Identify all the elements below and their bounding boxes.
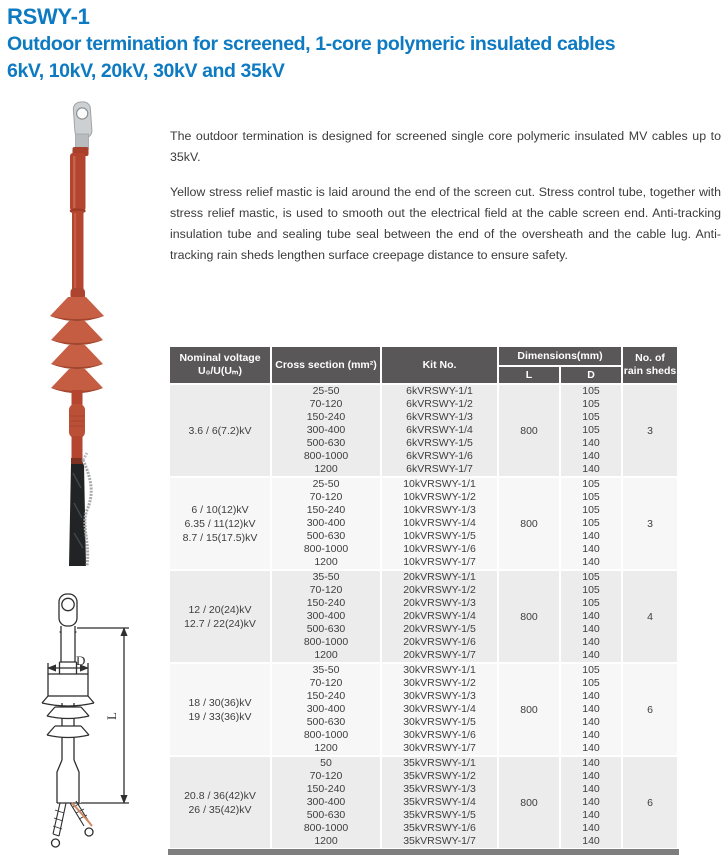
product-photo [28, 98, 148, 568]
cell-line: 300-400 [306, 703, 346, 715]
cell-line: 35kVRSWY-1/5 [403, 809, 476, 821]
cell-line: 105 [582, 584, 600, 596]
cross-section-cell [272, 571, 380, 662]
cross-section-cell [272, 664, 380, 755]
rain-sheds-cell: 3 [623, 478, 677, 569]
cell-line: 800-1000 [303, 729, 349, 741]
cell-line: 70-120 [309, 677, 343, 689]
rain-sheds-cell: 4 [623, 571, 677, 662]
cell-line: 19 / 33(36)kV [188, 710, 252, 723]
cell-line: 18 / 30(36)kV [188, 696, 252, 709]
nominal-voltage-cell [170, 385, 270, 476]
cell-line: 26 / 35(42)kV [188, 803, 252, 816]
cell-line: 105 [582, 424, 600, 436]
cell-line: 105 [582, 478, 600, 490]
cell-line: 140 [582, 729, 600, 741]
cell-line: 6kVRSWY-1/7 [406, 463, 473, 475]
cell-line: 70-120 [309, 491, 343, 503]
nominal-voltage-cell [170, 571, 270, 662]
col-header-nominal-voltage [170, 347, 270, 383]
dimension-d-cell [561, 757, 621, 848]
cell-line: 20kVRSWY-1/1 [403, 571, 476, 583]
cell-line: 500-630 [306, 809, 346, 821]
cell-line: 105 [582, 491, 600, 503]
cell-line: 105 [582, 571, 600, 583]
cell-line: 105 [582, 411, 600, 423]
cell-line: 105 [582, 597, 600, 609]
cell-line: 800-1000 [303, 636, 349, 648]
cell-line: 10kVRSWY-1/7 [403, 556, 476, 568]
cell-line: 70-120 [309, 584, 343, 596]
dimension-l-cell: 800 [499, 757, 559, 848]
nominal-voltage-symbol: U₀/U(Uₘ) [198, 365, 242, 377]
cell-line: 10kVRSWY-1/6 [403, 543, 476, 555]
dimension-l-cell: 800 [499, 478, 559, 569]
product-model: RSWY-1 [7, 4, 90, 29]
cell-line: 8.7 / 15(17.5)kV [182, 531, 258, 544]
cell-line: 140 [582, 556, 600, 568]
cell-line: 1200 [314, 463, 338, 475]
spec-table-wrap [168, 345, 679, 850]
cell-line: 10kVRSWY-1/3 [403, 504, 476, 516]
col-header-dim-d: D [561, 367, 621, 383]
spec-table [168, 345, 679, 850]
cell-line: 6kVRSWY-1/2 [406, 398, 473, 410]
cell-line: 20kVRSWY-1/2 [403, 584, 476, 596]
cell-line: 1200 [314, 556, 338, 568]
cell-line: 140 [582, 610, 600, 622]
dimension-d-cell [561, 478, 621, 569]
cell-line: 30kVRSWY-1/1 [403, 664, 476, 676]
kit-no-cell [382, 757, 497, 848]
cell-line: 140 [582, 703, 600, 715]
cell-line: 6kVRSWY-1/6 [406, 450, 473, 462]
col-header-dimensions: Dimensions(mm) [499, 347, 621, 365]
cell-line: 140 [582, 543, 600, 555]
dimension-d-cell [561, 664, 621, 755]
cross-section-cell [272, 385, 380, 476]
voltage-group-row [170, 757, 677, 848]
diagram-label-d: D [76, 653, 86, 668]
cell-line: 140 [582, 770, 600, 782]
cell-line: 140 [582, 783, 600, 795]
cell-line: 50 [320, 757, 332, 769]
col-header-kit-no: Kit No. [382, 347, 497, 383]
cell-line: 140 [582, 716, 600, 728]
cross-section-cell [272, 478, 380, 569]
cell-line: 35kVRSWY-1/2 [403, 770, 476, 782]
kit-no-cell [382, 385, 497, 476]
cell-line: 6kVRSWY-1/1 [406, 385, 473, 397]
cell-line: 10kVRSWY-1/5 [403, 530, 476, 542]
dimension-d-cell [561, 571, 621, 662]
dimension-l-cell: 800 [499, 385, 559, 476]
cell-line: 140 [582, 530, 600, 542]
nominal-voltage-cell [170, 664, 270, 755]
cell-line: 20kVRSWY-1/4 [403, 610, 476, 622]
cell-line: 6 / 10(12)kV [191, 503, 249, 516]
cell-line: 6kVRSWY-1/3 [406, 411, 473, 423]
cell-line: 150-240 [306, 411, 346, 423]
page-title-line1: Outdoor termination for screened, 1-core polymeric insulated cables [7, 33, 616, 55]
kit-no-cell [382, 478, 497, 569]
dimension-l-cell: 800 [499, 664, 559, 755]
cell-line: 20kVRSWY-1/7 [403, 649, 476, 661]
cross-section-cell [272, 757, 380, 848]
rain-sheds-label-line2: rain sheds [623, 365, 677, 377]
cell-line: 30kVRSWY-1/4 [403, 703, 476, 715]
cell-line: 140 [582, 796, 600, 808]
rain-sheds-cell: 6 [623, 757, 677, 848]
col-header-dim-l: L [499, 367, 559, 383]
cable-lug [73, 101, 92, 138]
rain-sheds-label-line1: No. of [635, 352, 665, 364]
intro-paragraph-2: Yellow stress relief mastic is laid around the end of the screen cut. Stress control tube, together with stress relief mastic, is used to smooth out the electrical field at the cable screen end. Anti-tracking insulation tube and sealing tube seal between the end of the oversheath and the cable lug. Anti-tracking rain sheds lengthen surface creepage distance to ensure safety. [170, 185, 721, 262]
cell-line: 150-240 [306, 690, 346, 702]
cell-line: 105 [582, 504, 600, 516]
cell-line: 105 [582, 517, 600, 529]
cell-line: 150-240 [306, 504, 346, 516]
cell-line: 105 [582, 677, 600, 689]
cell-line: 35kVRSWY-1/7 [403, 835, 476, 847]
cell-line: 300-400 [306, 796, 346, 808]
cell-line: 35-50 [312, 664, 340, 676]
cell-line: 140 [582, 649, 600, 661]
col-header-cross-section: Cross section (mm²) [272, 347, 380, 383]
cell-line: 12 / 20(24)kV [188, 603, 252, 616]
cell-line: 500-630 [306, 437, 346, 449]
dimension-l-cell: 800 [499, 571, 559, 662]
rain-sheds-cell: 6 [623, 664, 677, 755]
voltage-group-row [170, 664, 677, 755]
dimension-diagram [26, 588, 158, 860]
cell-line: 140 [582, 822, 600, 834]
cell-line: 30kVRSWY-1/3 [403, 690, 476, 702]
intro-paragraph-1: The outdoor termination is designed for screened single core polymeric insulated MV cables up to 35kV. [170, 129, 721, 164]
cell-line: 35kVRSWY-1/4 [403, 796, 476, 808]
cell-line: 150-240 [306, 783, 346, 795]
cell-line: 105 [582, 664, 600, 676]
cell-line: 30kVRSWY-1/7 [403, 742, 476, 754]
nominal-voltage-cell [170, 757, 270, 848]
rain-sheds-cell: 3 [623, 385, 677, 476]
nominal-voltage-label: Nominal voltage [179, 352, 261, 364]
voltage-group-row [170, 478, 677, 569]
cell-line: 35kVRSWY-1/1 [403, 757, 476, 769]
cell-line: 800-1000 [303, 822, 349, 834]
cell-line: 12.7 / 22(24)kV [184, 617, 256, 630]
cell-line: 800-1000 [303, 543, 349, 555]
cell-line: 35kVRSWY-1/3 [403, 783, 476, 795]
page-title-line2: 6kV, 10kV, 20kV, 30kV and 35kV [7, 60, 285, 82]
cell-line: 140 [582, 437, 600, 449]
kit-no-cell [382, 571, 497, 662]
cell-line: 500-630 [306, 623, 346, 635]
kit-no-cell [382, 664, 497, 755]
cell-line: 30kVRSWY-1/6 [403, 729, 476, 741]
cell-line: 140 [582, 809, 600, 821]
cell-line: 140 [582, 636, 600, 648]
cell-line: 140 [582, 757, 600, 769]
dimension-d-cell [561, 385, 621, 476]
cell-line: 140 [582, 450, 600, 462]
cell-line: 140 [582, 742, 600, 754]
cell-line: 10kVRSWY-1/1 [403, 478, 476, 490]
cell-line: 20.8 / 36(42)kV [184, 789, 256, 802]
cell-line: 140 [582, 463, 600, 475]
cell-line: 500-630 [306, 530, 346, 542]
cell-line: 30kVRSWY-1/5 [403, 716, 476, 728]
cell-line: 105 [582, 385, 600, 397]
cell-line: 6kVRSWY-1/5 [406, 437, 473, 449]
cell-line: 20kVRSWY-1/5 [403, 623, 476, 635]
cell-line: 300-400 [306, 610, 346, 622]
cell-line: 1200 [314, 649, 338, 661]
cell-line: 140 [582, 623, 600, 635]
cell-line: 10kVRSWY-1/2 [403, 491, 476, 503]
cell-line: 20kVRSWY-1/3 [403, 597, 476, 609]
cell-line: 6kVRSWY-1/4 [406, 424, 473, 436]
cell-line: 1200 [314, 742, 338, 754]
cell-line: 500-630 [306, 716, 346, 728]
cell-line: 140 [582, 835, 600, 847]
cell-line: 25-50 [312, 385, 340, 397]
cell-line: 300-400 [306, 517, 346, 529]
cell-line: 30kVRSWY-1/2 [403, 677, 476, 689]
cell-line: 70-120 [309, 770, 343, 782]
cell-line: 105 [582, 398, 600, 410]
cell-line: 150-240 [306, 597, 346, 609]
intro-text [170, 126, 721, 280]
cell-line: 140 [582, 690, 600, 702]
rain-sheds [50, 297, 104, 393]
cell-line: 300-400 [306, 424, 346, 436]
table-bottom-bar [168, 849, 679, 855]
voltage-group-row [170, 385, 677, 476]
cell-line: 35-50 [312, 571, 340, 583]
cell-line: 6.35 / 11(12)kV [184, 517, 256, 530]
cell-line: 25-50 [312, 478, 340, 490]
diagram-label-l: L [104, 712, 119, 720]
cell-line: 1200 [314, 835, 338, 847]
cell-line: 800-1000 [303, 450, 349, 462]
cell-line: 20kVRSWY-1/6 [403, 636, 476, 648]
cell-line: 70-120 [309, 398, 343, 410]
voltage-group-row [170, 571, 677, 662]
col-header-rain-sheds [623, 347, 677, 383]
cell-line: 3.6 / 6(7.2)kV [188, 424, 252, 437]
nominal-voltage-cell [170, 478, 270, 569]
cell-line: 35kVRSWY-1/6 [403, 822, 476, 834]
spec-table-body [170, 385, 677, 848]
title-block [7, 3, 721, 85]
cell-line: 10kVRSWY-1/4 [403, 517, 476, 529]
